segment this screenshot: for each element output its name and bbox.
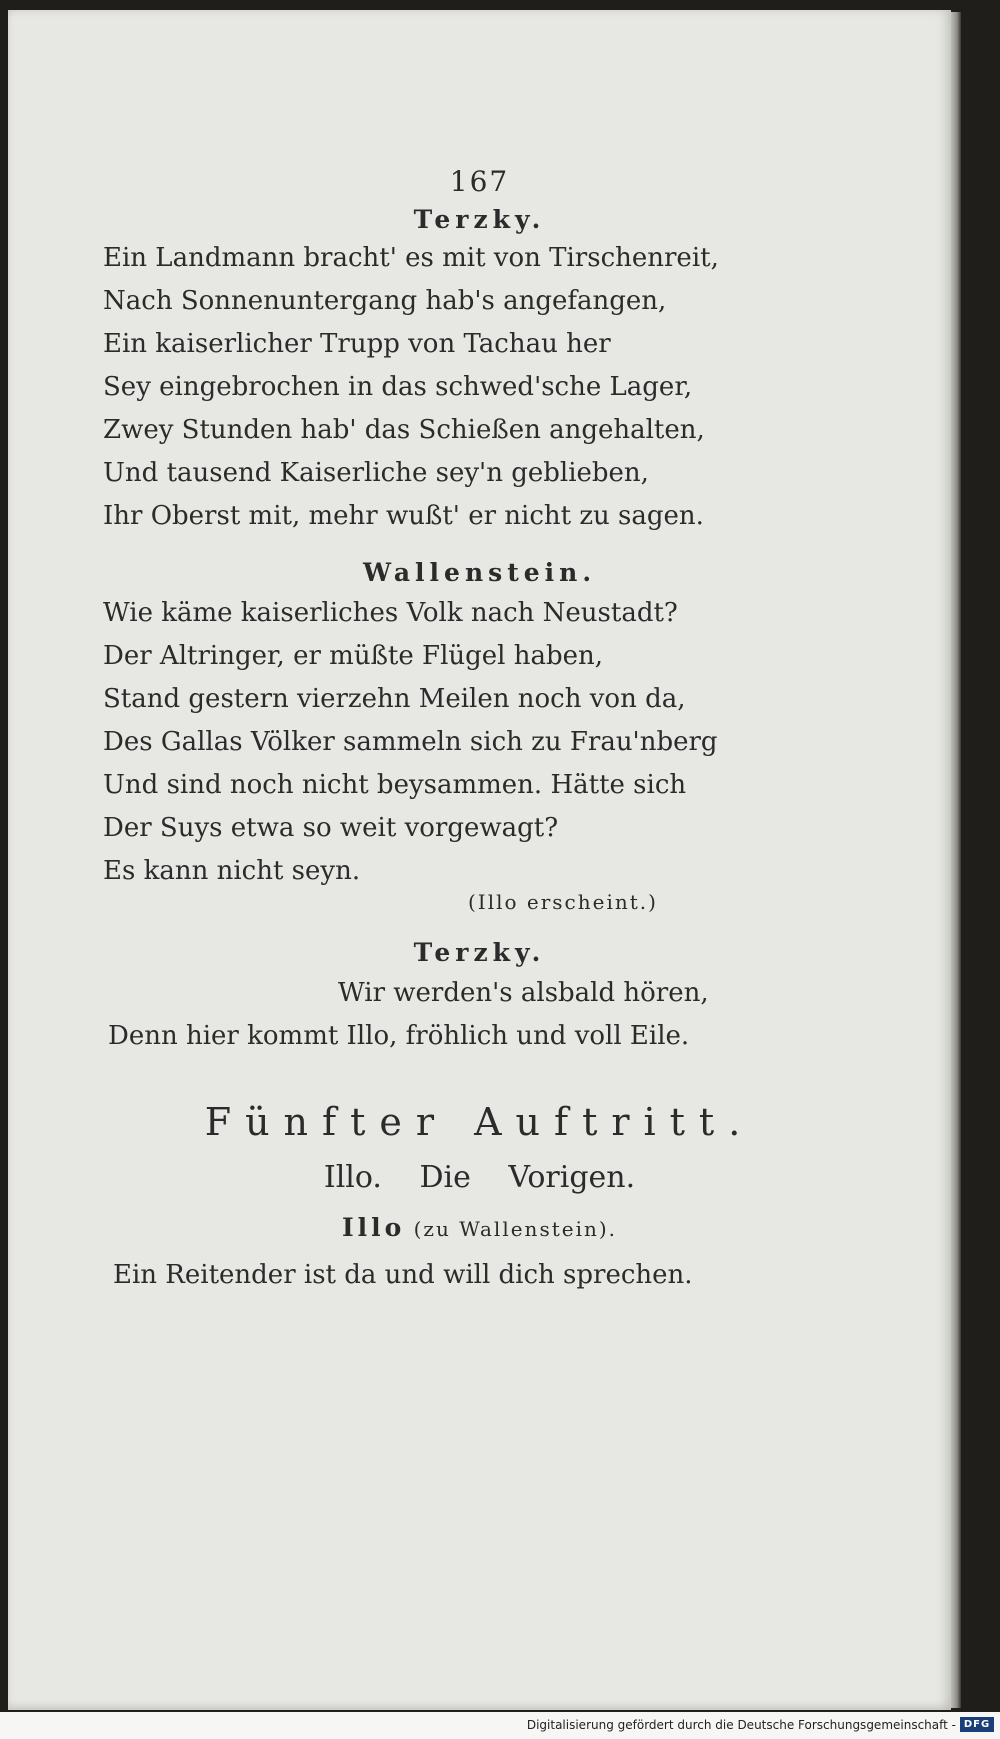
speaker-illo: Illo bbox=[341, 1213, 406, 1242]
scene-speaker-line bbox=[8, 1213, 951, 1243]
book-page bbox=[8, 10, 951, 1710]
page-number: 167 bbox=[449, 165, 510, 198]
verse-line: Ein Reitender ist da und will dich sprechen. bbox=[113, 1260, 693, 1290]
verse-line: Denn hier kommt Illo, fröhlich und voll Eile. bbox=[108, 1021, 690, 1051]
verse-line: Der Suys etwa so weit vorgewagt? bbox=[103, 813, 559, 843]
verse-line: Nach Sonnenuntergang hab's angefangen, bbox=[103, 286, 667, 316]
verse-line: Stand gestern vierzehn Meilen noch von da, bbox=[103, 684, 686, 714]
stage-direction: (Illo erscheint.) bbox=[468, 890, 658, 914]
dfg-note: Digitalisierung gefördert durch die Deutsche Forschungsgemeinschaft - bbox=[526, 1718, 956, 1732]
page-edge bbox=[951, 12, 961, 1708]
speaker-terzky: Terzky. bbox=[413, 938, 546, 967]
verse-line: Wie käme kaiserliches Volk nach Neustadt? bbox=[103, 598, 678, 628]
verse-line: Es kann nicht seyn. bbox=[103, 856, 361, 886]
verse-line: Sey eingebrochen in das schwed'sche Lager, bbox=[103, 372, 693, 402]
scene-heading: Fünfter Auftritt. bbox=[204, 1100, 755, 1144]
dfg-logo: DFG bbox=[960, 1717, 994, 1732]
verse-line: Ein kaiserlicher Trupp von Tachau her bbox=[103, 329, 611, 359]
speaker-direction: (zu Wallenstein). bbox=[413, 1217, 618, 1241]
verse-line: Und tausend Kaiserliche sey'n geblieben, bbox=[103, 458, 649, 488]
verse-line: Ihr Oberst mit, mehr wußt' er nicht zu sagen. bbox=[103, 501, 704, 531]
verse-line: Der Altringer, er müßte Flügel haben, bbox=[103, 641, 604, 671]
verse-line: Und sind noch nicht beysammen. Hätte sich bbox=[103, 770, 687, 800]
verse-line: Des Gallas Völker sammeln sich zu Frau'nberg bbox=[103, 727, 718, 757]
verse-line: Wir werden's alsbald hören, bbox=[338, 978, 709, 1008]
speaker-wallenstein: Wallenstein. bbox=[362, 558, 597, 587]
verse-line: Ein Landmann bracht' es mit von Tirschenreit, bbox=[103, 243, 719, 273]
verse-line: Zwey Stunden hab' das Schießen angehalten, bbox=[103, 415, 705, 445]
scene-persons: Illo. Die Vorigen. bbox=[323, 1160, 636, 1195]
speaker-terzky: Terzky. bbox=[413, 205, 546, 234]
